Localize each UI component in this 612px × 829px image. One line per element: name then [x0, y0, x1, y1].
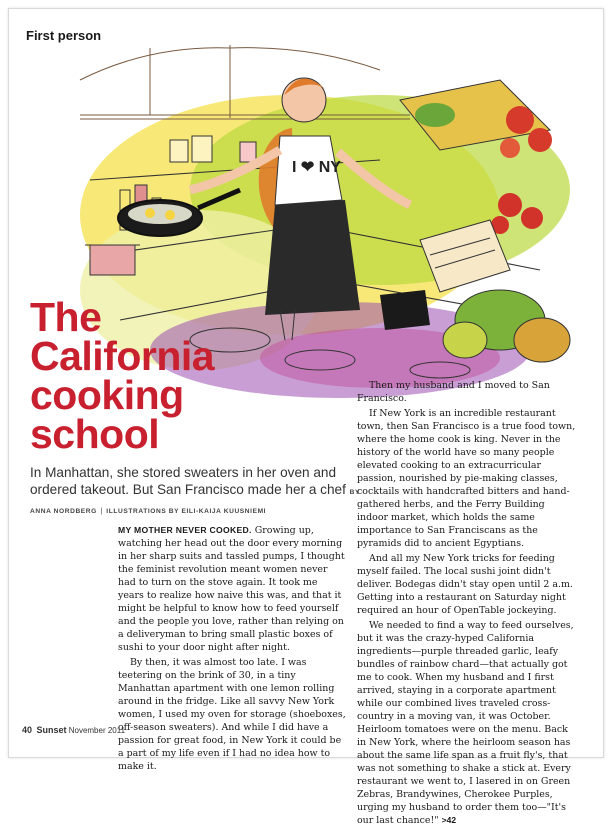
paragraph [357, 619, 577, 827]
byline-separator: | [100, 508, 103, 516]
body-column-left [118, 524, 346, 775]
paragraph: And all my New York tricks for feeding myself failed. The local sushi joint didn't deliver. Bodegas didn't stay open until 2 a.m. Getting into a restaurant on Saturday night required an hour of OpenTable jockeying. [357, 553, 573, 616]
article-title [30, 294, 290, 457]
article-dek [30, 465, 360, 521]
stool [380, 290, 430, 330]
byline-illustrator: ILLUSTRATIONS BY EILI-KAIJA KUUSNIEMI [106, 508, 267, 516]
title-line: The [30, 294, 102, 340]
byline-author: BY ANNA NORDBERG [30, 488, 360, 516]
pot-sketch [85, 245, 140, 275]
paragraph [118, 524, 346, 654]
paragraph-text: We needed to find a way to feed ourselves, but it was the crazy-hyped California ingredients—purple threaded garlic, leafy bundles of rainbow chard—that actually got me to cook. When my husband and I first arrived, staying in a corporate apartment while our combined lives traveled cross-country in a moving van, it was October. Heirloom tomatoes were on the menu. Back in New York, where the heirloom season has about the same life span as a fruit fly's, that was not something to shake a stick at. Every restaurant we went to, I lasered in on Green Zebras, Brandywines, Cherokee Purples, urging my husband to order them too—"It's our last chance!" [357, 620, 574, 826]
title-line: cooking [30, 372, 184, 418]
page-number: 40 [22, 725, 33, 735]
section-label: First person [26, 28, 102, 43]
title-line: California [30, 333, 215, 379]
shirt-slogan: I ❤ NY [292, 159, 341, 176]
page-footer [22, 725, 125, 735]
title-line: school [30, 411, 160, 457]
lead-in: MY MOTHER NEVER COOKED. [118, 525, 252, 535]
paragraph: Then my husband and I moved to San Francisco. [357, 380, 550, 404]
continued-jump: >42 [441, 815, 457, 825]
dek-text: In Manhattan, she stored sweaters in her oven and ordered takeout. But San Francisco made her a chef [30, 465, 346, 497]
issue-date: November 2011 [68, 726, 126, 735]
paragraph: If New York is an incredible restaurant town, then San Francisco is a true food town, where the home cook is king. Never in the history of the world have so many people elevated cooking to an extracurricular passion, nourished by pie-making classes, cocktails with handcrafted bitters and hand-gathered herbs, and the Ferry Building indoor market, which holds the same importance to San Franciscans as the pyramids did to ancient Egyptians. [357, 408, 576, 549]
body-column-right [357, 379, 577, 829]
paragraph-text: Growing up, watching her head out the door every morning in her sharp suits and tassled pumps, I thought the feminist revolution meant women never had to turn on the stove again. It took me years to realize how naive this was, and that it might be helpful to know how to feed yourself and the people you love, rather than relying on a deliveryman to bring small plastic boxes of sushi to your door night after night. [118, 525, 345, 653]
magazine-name: Sunset [36, 725, 67, 735]
paragraph: By then, it was almost too late. I was teetering on the brink of 30, in a tiny Manhattan apartment with one lemon rolling around in the fridge. Like all savvy New York women, I used my oven for storage (shoeboxes, off-season sweaters). And while I did have a passion for great food, in New York it could be a part of my life even if I had no idea how to make it. [118, 657, 346, 772]
